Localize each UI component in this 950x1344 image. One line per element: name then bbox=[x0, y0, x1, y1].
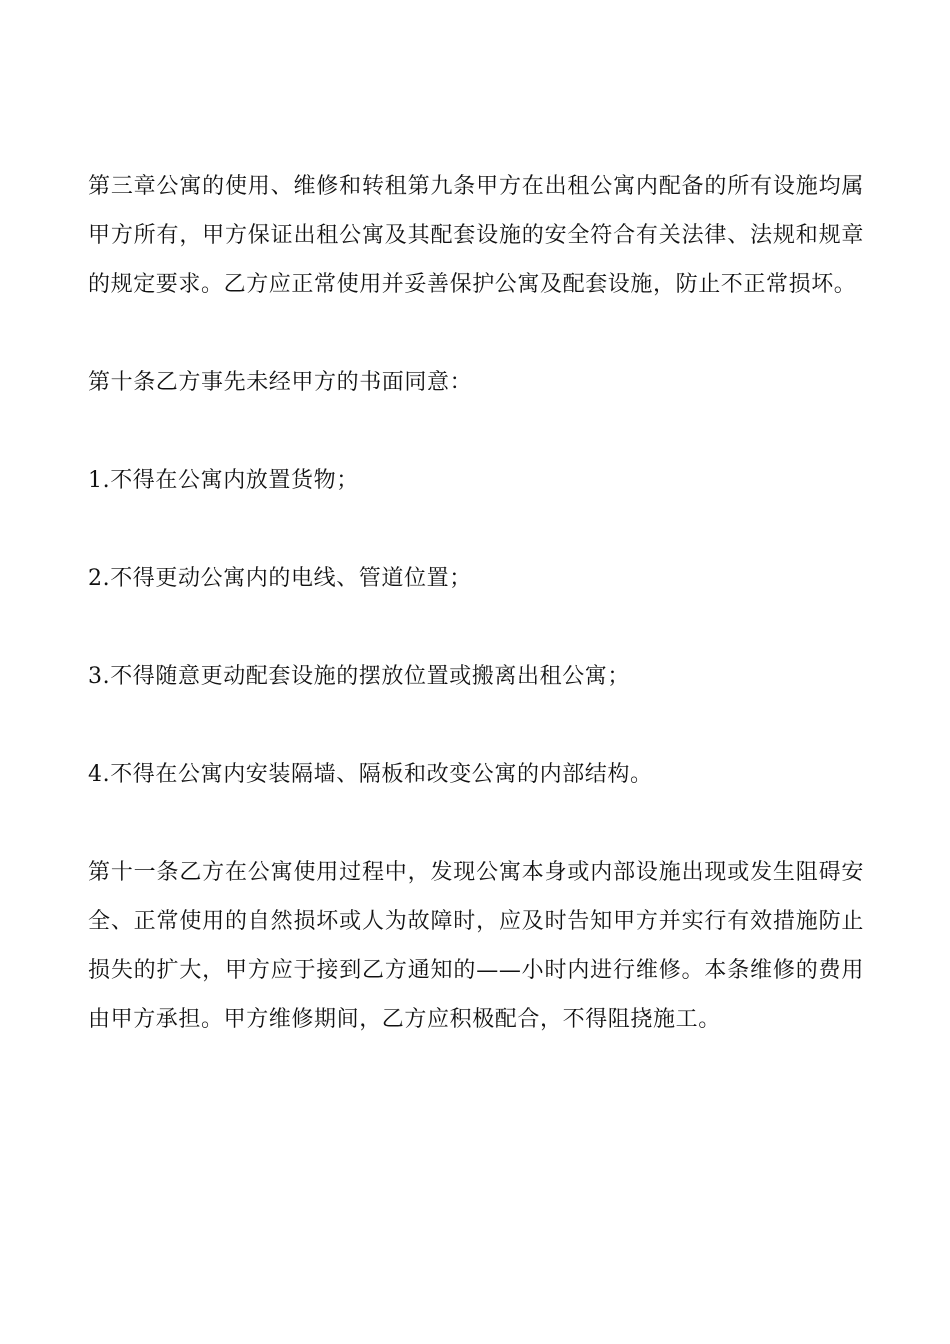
paragraph-chapter3-article9: 第三章公寓的使用、维修和转租第九条甲方在出租公寓内配备的所有设施均属甲方所有，甲方保证出租公寓及其配套设施的安全符合有关法律、法规和规章的规定要求。乙方应正常使用并妥善保护公寓及配套设施，防止不正常损坏。 bbox=[88, 174, 864, 297]
list-item-3: 3.不得随意更动配套设施的摆放位置或搬离出租公寓； bbox=[88, 664, 630, 689]
paragraph-article10-intro: 第十条乙方事先未经甲方的书面同意： bbox=[88, 370, 473, 395]
list-item-2: 2.不得更动公寓内的电线、管道位置； bbox=[88, 566, 472, 591]
list-item-1: 1.不得在公寓内放置货物； bbox=[88, 468, 359, 493]
list-item-4: 4.不得在公寓内安装隔墙、隔板和改变公寓的内部结构。 bbox=[88, 762, 653, 787]
document-body bbox=[88, 162, 864, 1044]
paragraph-article11: 第十一条乙方在公寓使用过程中，发现公寓本身或内部设施出现或发生阻碍安全、正常使用的自然损坏或人为故障时，应及时告知甲方并实行有效措施防止损失的扩大，甲方应于接到乙方通知的——小时内进行维修。本条维修的费用由甲方承担。甲方维修期间，乙方应积极配合，不得阻挠施工。 bbox=[88, 860, 864, 1032]
